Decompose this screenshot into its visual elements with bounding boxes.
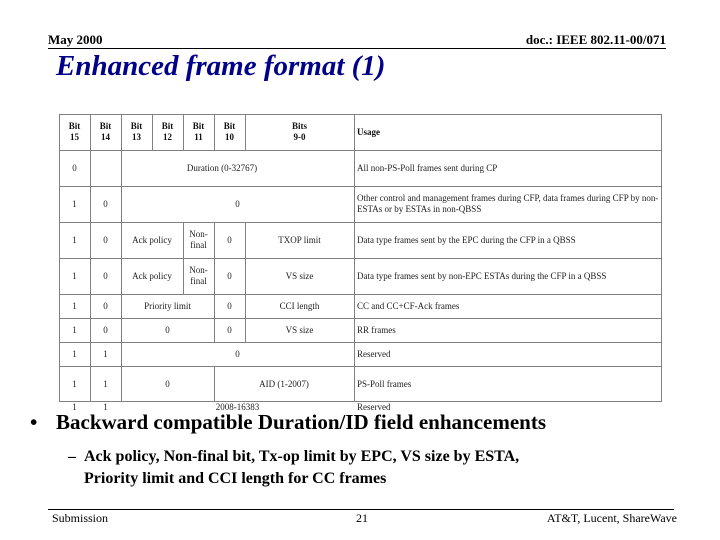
table-header-cell: Bit 14 xyxy=(99,121,112,142)
table-cell: 1 xyxy=(103,402,108,412)
table-cell: 0 xyxy=(72,162,77,173)
table-cell: 1 xyxy=(72,198,77,209)
table-usage-cell: Reserved xyxy=(357,402,391,412)
table-cell: 0 xyxy=(103,300,108,311)
sub-bullet-marker: – xyxy=(68,448,76,465)
table-header-cell: Bit 15 xyxy=(68,121,81,142)
table-usage-cell: PS-Poll frames xyxy=(357,378,412,389)
bullet-item xyxy=(30,410,546,435)
table-cell: 0 xyxy=(165,324,170,335)
table-header-cell: Bits 9-0 xyxy=(291,121,307,142)
footer-page-number: 21 xyxy=(356,511,368,525)
table-cell: Non-final xyxy=(189,229,208,250)
table-cell: CCI length xyxy=(279,300,320,311)
frame-format-table xyxy=(59,114,662,412)
footer-rule xyxy=(48,509,674,510)
table-cell: Non-final xyxy=(189,265,208,286)
table-usage-cell: Reserved xyxy=(357,348,391,359)
table-header-cell: Usage xyxy=(357,126,380,137)
table-cell: Duration (0-32767) xyxy=(186,162,258,173)
table-usage-cell: Data type frames sent by the EPC during the CFP in a QBSS xyxy=(357,234,576,245)
footer-submission: Submission xyxy=(52,511,109,525)
table-cell: 1 xyxy=(72,270,77,281)
sub-bullet-line-2: Priority limit and CCI length for CC frames xyxy=(84,470,387,487)
table-cell: 0 xyxy=(235,348,240,359)
table-cell: 0 xyxy=(103,324,108,335)
footer-authors: AT&T, Lucent, ShareWave xyxy=(546,511,677,525)
table-cell: 1 xyxy=(103,378,108,389)
slide-title: Enhanced frame format (1) xyxy=(56,50,386,82)
table-cell: 0 xyxy=(103,198,108,209)
table-header-cell: Bit 10 xyxy=(223,121,236,142)
table-cell: 0 xyxy=(165,378,170,389)
table-usage-cell: Data type frames sent by non-EPC ESTAs during the CFP in a QBSS xyxy=(357,270,607,281)
sub-bullet xyxy=(68,446,520,490)
table-cell: 0 xyxy=(227,270,232,281)
table-cell: 2008-16383 xyxy=(215,402,260,412)
table-cell: Priority limit xyxy=(144,300,191,311)
table-cell: 0 xyxy=(227,324,232,335)
bullet-text: Backward compatible Duration/ID field enhancements xyxy=(56,410,546,434)
table-cell: 1 xyxy=(72,300,77,311)
header-doc-id: doc.: IEEE 802.11-00/071 xyxy=(525,32,666,47)
header-rule xyxy=(48,48,666,49)
header-date: May 2000 xyxy=(48,32,103,47)
table-header-cell: Bit 13 xyxy=(130,121,143,142)
table-cell: VS size xyxy=(285,270,314,281)
table-cell: 1 xyxy=(72,402,77,412)
table-cell: AID (1-2007) xyxy=(259,378,309,389)
table-usage-cell: Other control and management frames during CFP, data frames during CFP by non-ESTAs or by ESTAs in non-QBSS xyxy=(357,193,659,214)
table-usage-cell: All non-PS-Poll frames sent during CP xyxy=(357,162,498,173)
table-cell: 1 xyxy=(103,348,108,359)
table-cell: 0 xyxy=(235,198,240,209)
table-cell: 1 xyxy=(72,324,77,335)
table-cell: Ack policy xyxy=(132,270,172,281)
table-cell: 1 xyxy=(72,378,77,389)
bullet-marker: • xyxy=(30,410,38,434)
table-cell: 0 xyxy=(103,234,108,245)
table-cell: 0 xyxy=(103,270,108,281)
table-usage-cell: RR frames xyxy=(357,324,396,335)
table-cell: Ack policy xyxy=(132,234,172,245)
table-usage-cell: CC and CC+CF-Ack frames xyxy=(357,300,460,311)
table-header-cell: Bit 11 xyxy=(192,121,205,142)
sub-bullet-line-1: Ack policy, Non-final bit, Tx-op limit by EPC, VS size by ESTA, xyxy=(84,448,520,465)
table-header-cell: Bit 12 xyxy=(161,121,174,142)
table-cell: 0 xyxy=(227,300,232,311)
table-cell: TXOP limit xyxy=(278,234,321,245)
table-cell: 0 xyxy=(227,234,232,245)
table-cell: VS size xyxy=(285,324,314,335)
table-cell: 1 xyxy=(72,348,77,359)
table-cell: 1 xyxy=(72,234,77,245)
